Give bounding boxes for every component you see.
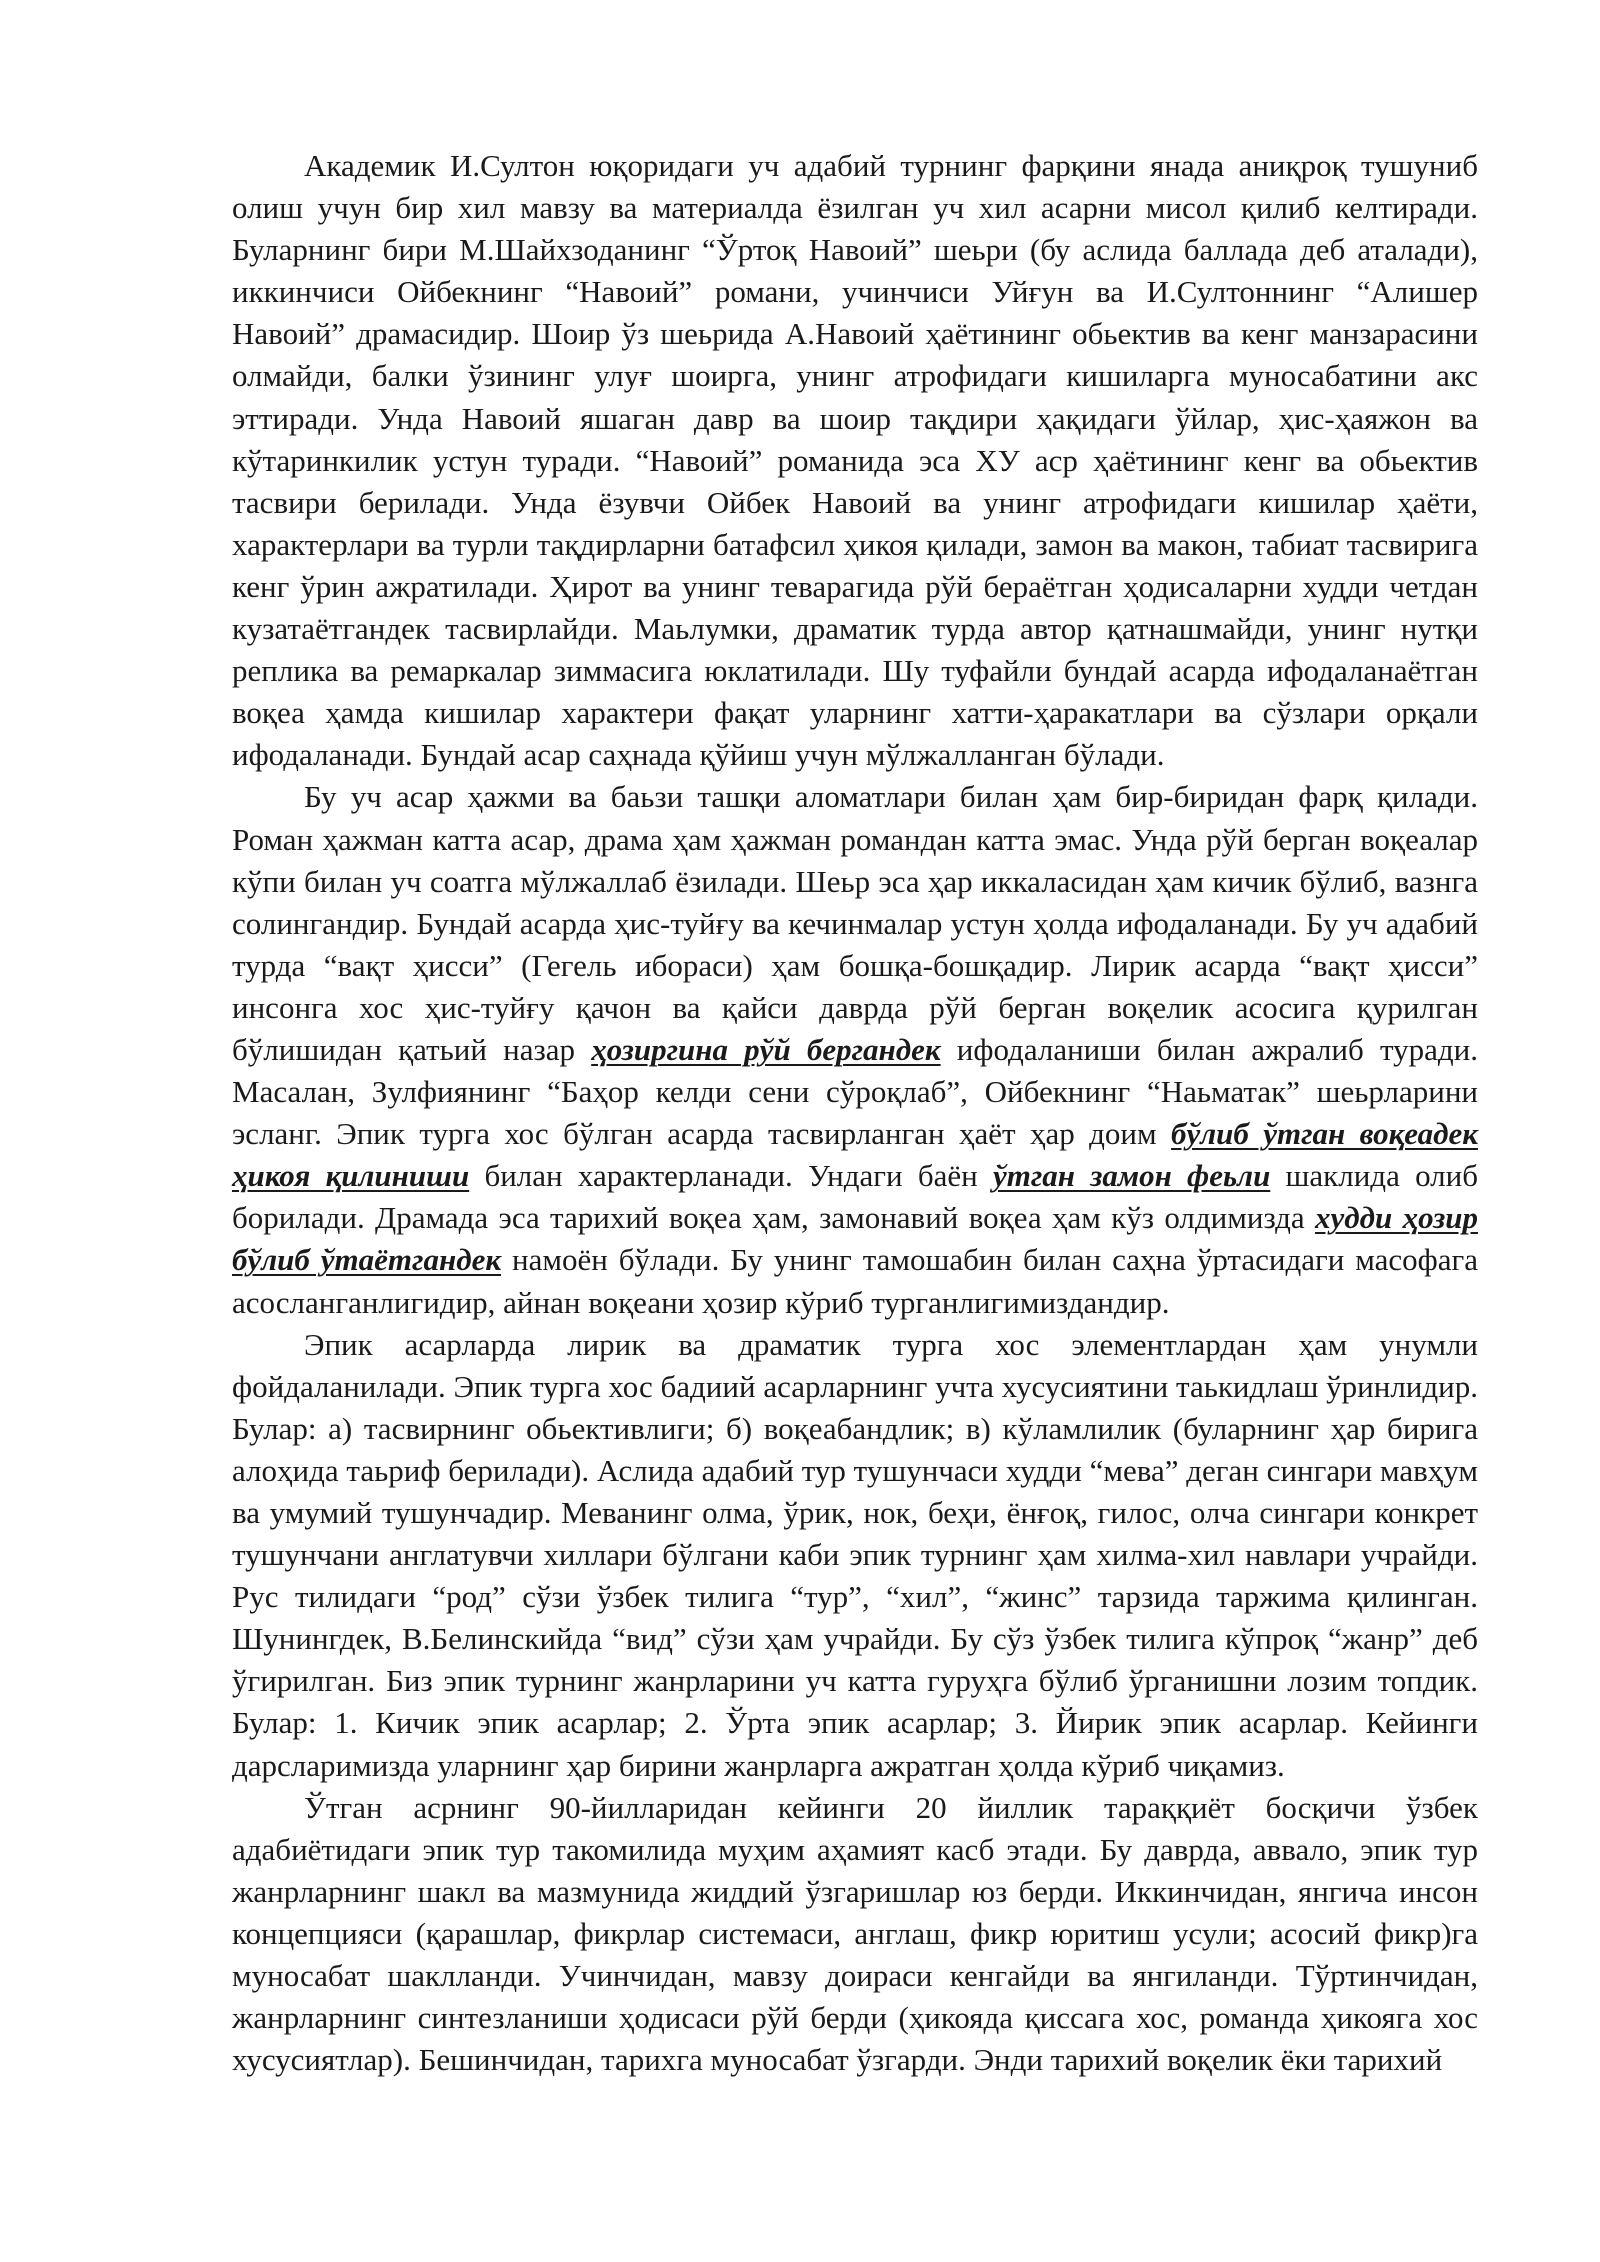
body-text (232, 145, 1478, 2081)
text-run: билан характерланади. Ундаги баён (469, 1158, 993, 1194)
text-run: Эпик асарларда лирик ва драматик турга хос элементлардан ҳам унумли фойдаланилади. Эпик турга хос бадиий асарларнинг учта хусусиятини таькидлаш ўринлидир. Булар: а) тасвирнинг обьективлиги; б) воқеабандлик; в) кўламлилик (буларнинг ҳар бирига алоҳида таьриф берилади). Аслида адабий тур тушунчаси худди “мева” деган сингари мавҳум ва умумий тушунчадир. Меванинг олма, ўрик, нок, беҳи, ёнғоқ, гилос, олча сингари конкрет тушунчани англатувчи хиллари бўлгани каби эпик турнинг ҳам хилма-хил навлари учрайди. Рус тилидаги “род” сўзи ўзбек тилига “тур”, “хил”, “жинс” тарзида таржима қилинган. Шунингдек, В.Белинскийда “вид” сўзи ҳам учрайди. Бу сўз ўзбек тилига кўпроқ “жанр” деб ўгирилган. Биз эпик турнинг жанрларини уч катта гуруҳга бўлиб ўрганишни лозим топдик. Булар: 1. Кичик эпик асарлар; 2. Ўрта эпик асарлар; 3. Йирик эпик асарлар. Кейинги дарсларимизда уларнинг ҳар бирини жанрларга ажратган ҳолда кўриб чиқамиз. (232, 1326, 1478, 1783)
paragraph-2 (232, 776, 1478, 1323)
paragraph-1 (232, 145, 1478, 776)
text-run: ифодаланиши билан ажралиб туради. Масалан, Зулфиянинг “Баҳор келди сени сўроқлаб”, Ойбекнинг “Наьматак” шеьрларини эсланг. Эпик турга хос бўлган асарда тасвирланган ҳаёт ҳар доим (232, 1031, 1478, 1152)
emphasized-phrase: ўтган замон феьли (992, 1158, 1271, 1194)
text-run: шаклида олиб борилади. Драмада эса тарихий воқеа ҳам, замонавий воқеа ҳам кўз олдимизда (232, 1158, 1479, 1236)
text-run: Бу уч асар ҳажми ва баьзи ташқи аломатлари билан ҳам бир-биридан фарқ қилади. Роман ҳажман катта асар, драма ҳам ҳажман романдан катта эмас. Унда рўй берган воқеалар кўпи билан уч соатга мўлжаллаб ёзилади. Шеьр эса ҳар иккаласидан ҳам кичик бўлиб, вазнга солингандир. Бундай асарда ҳис-туйғу ва кечинмалар устун ҳолда ифодаланади. Бу уч адабий турда “вақт ҳисси” (Гегель ибораси) ҳам бошқа-бошқадир. Лирик асарда “вақт ҳисси” инсонга хос ҳис-туйғу қачон ва қайси даврда рўй берган воқелик асосига қурилган бўлишидан қатьий назар (232, 779, 1478, 1067)
paragraph-3 (232, 1324, 1478, 1787)
emphasized-phrase: худди ҳозир бўлиб ўтаётгандек (232, 1200, 1478, 1278)
text-run: Ўтган асрнинг 90-йилларидан кейинги 20 йиллик тараққиёт босқичи ўзбек адабиётидаги эпик тур такомилида муҳим аҳамият касб этади. Бу даврда, аввало, эпик тур жанрларнинг шакл ва мазмунида жиддий ўзгаришлар юз берди. Иккинчидан, янгича инсон концепцияси (қарашлар, фикрлар системаси, англаш, фикр юритиш усули; асосий фикр)га муносабат шаклланди. Учинчидан, мавзу доираси кенгайди ва янгиланди. Тўртинчидан, жанрларнинг синтезланиши ҳодисаси рўй берди (ҳикояда қиссага хос, романда ҳикояга хос хусусиятлар). Бешинчидан, тарихга муносабат ўзгарди. Энди тарихий воқелик ёки тарихий (232, 1789, 1478, 2078)
text-run: Академик И.Султон юқоридаги уч адабий турнинг фарқини янада аниқроқ тушуниб олиш учун бир хил мавзу ва материалда ёзилган уч хил асарни мисол қилиб келтиради. Буларнинг бири М.Шайхзоданинг “Ўртоқ Навоий” шеьри (бу аслида баллада деб аталади), иккинчиси Ойбекнинг “Навоий” романи, учинчиси Уйғун ва И.Султоннинг “Алишер Навоий” драмасидир. Шоир ўз шеьрида А.Навоий ҳаётининг обьектив ва кенг манзарасини олмайди, балки ўзининг улуғ шоирга, унинг атрофидаги кишиларга муносабатини акс эттиради. Унда Навоий яшаган давр ва шоир тақдири ҳақидаги ўйлар, ҳис-ҳаяжон ва кўтаринкилик устун туради. “Навоий” романида эса ХУ аср ҳаётининг кенг ва обьектив тасвири берилади. Унда ёзувчи Ойбек Навоий ва унинг атрофидаги кишилар ҳаёти, характерлари ва турли тақдирларни батафсил ҳикоя қилади, замон ва макон, табиат тасвирига кенг ўрин ажратилади. Ҳирот ва унинг теварагида рўй бераётган ҳодисаларни худди четдан кузатаётгандек тасвирлайди. Маьлумки, драматик турда автор қатнашмайди, унинг нутқи реплика ва ремаркалар зиммасига юклатилади. Шу туфайли бундай асарда ифодаланаётган воқеа ҳамда кишилар характери фақат уларнинг хатти-ҳаракатлари ва сўзлари орқали ифодаланади. Бундай асар саҳнада қўйиш учун мўлжалланган бўлади. (232, 148, 1478, 773)
emphasized-phrase: ҳозиргина рўй бергандек (591, 1031, 941, 1067)
emphasized-phrase: бўлиб ўтган воқеадек ҳикоя қилиниши (232, 1116, 1478, 1194)
paragraph-4 (232, 1787, 1478, 2082)
text-run: намоён бўлади. Бу унинг тамошабин билан саҳна ўртасидаги масофага асосланганлигидир, айнан воқеани ҳозир кўриб турганлигимиздандир. (232, 1242, 1478, 1320)
